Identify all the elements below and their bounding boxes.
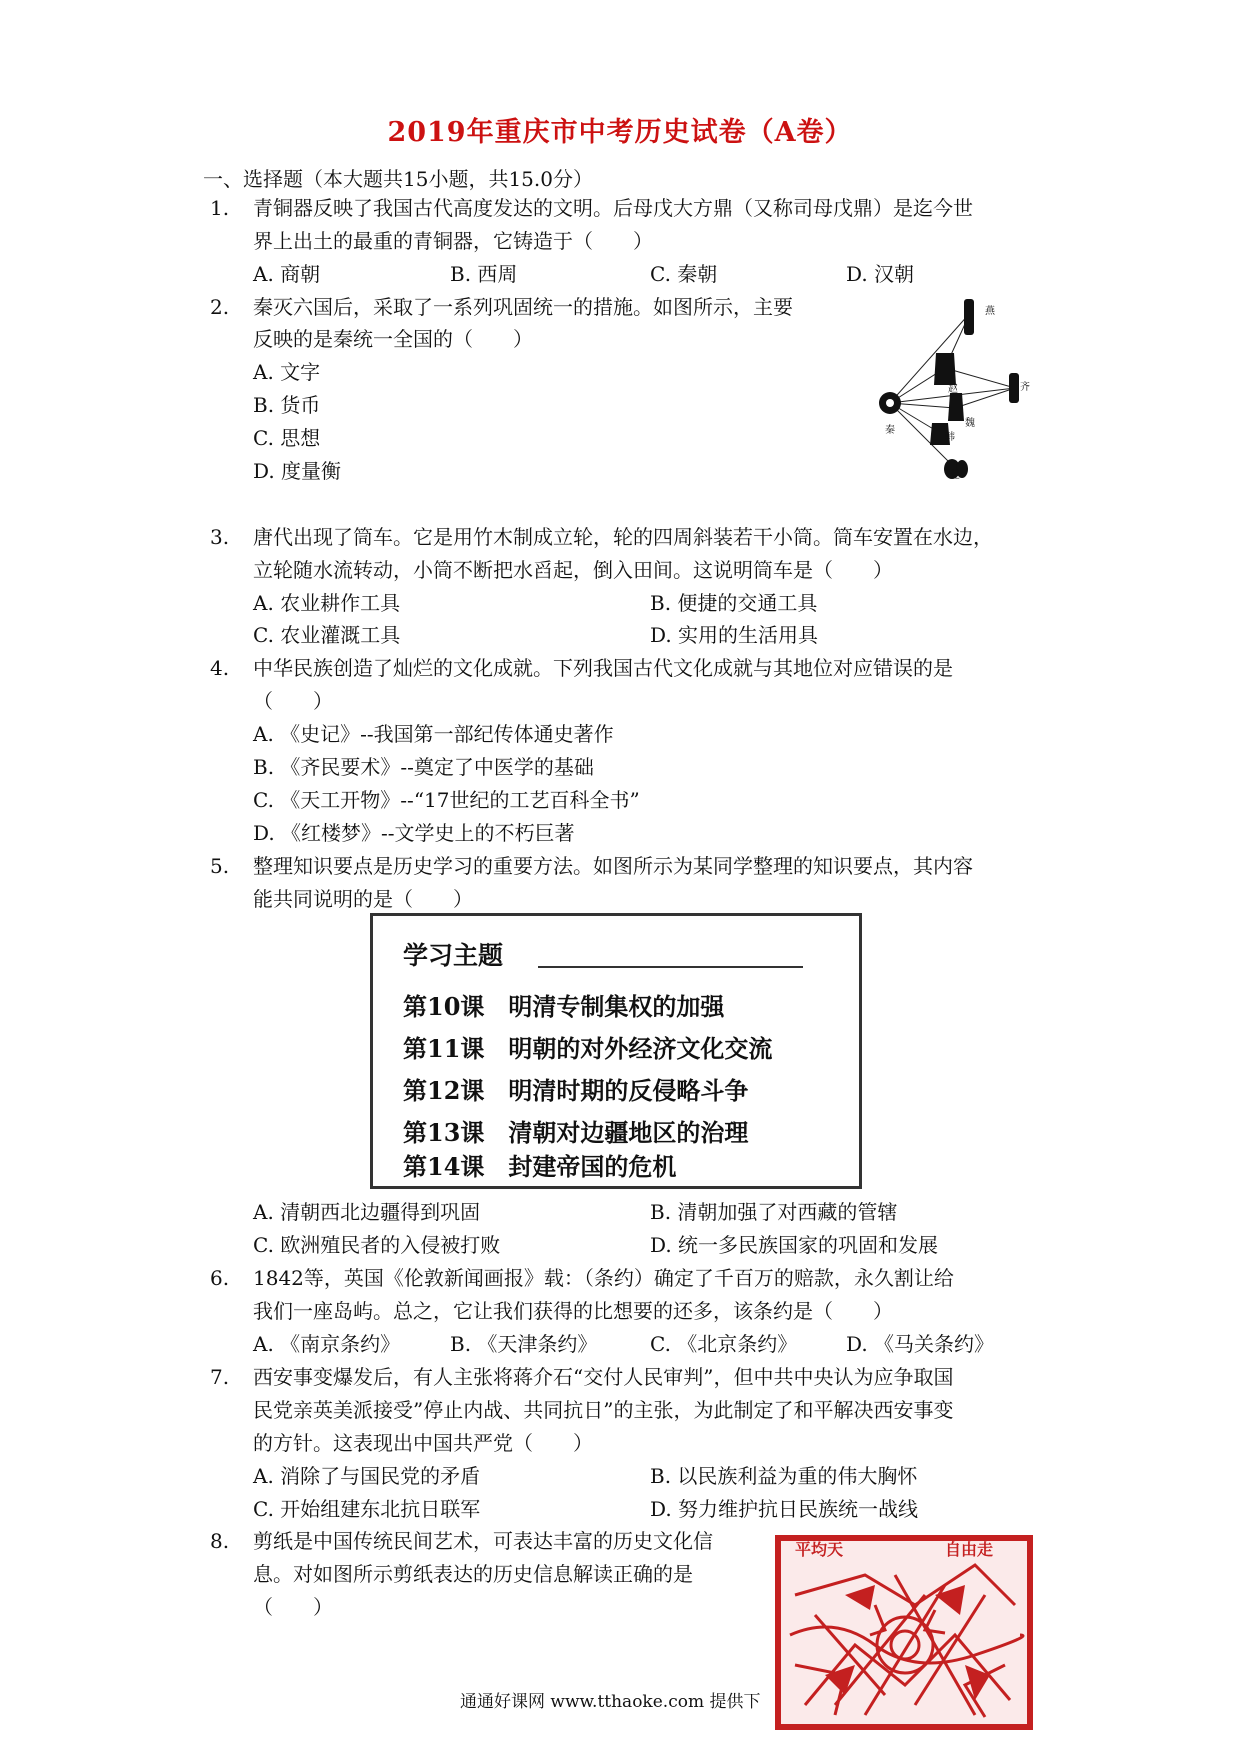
option-b: B. 西周 xyxy=(450,262,518,286)
figure-label-wei: 魏 xyxy=(965,418,975,429)
option-b: B. 货币 xyxy=(253,393,321,417)
option-a: A. 农业耕作工具 xyxy=(253,591,401,615)
section-heading: 一、选择题（本大题共15小题，共15.0分） xyxy=(203,167,593,191)
option-c: C. 思想 xyxy=(253,426,321,450)
option-c: C. 欧洲殖民者的入侵被打败 xyxy=(253,1233,501,1257)
question-text-line: 反映的是秦统一全国的（ ） xyxy=(253,327,533,351)
question-number: 5. xyxy=(210,854,230,878)
option-d: D. 《马关条约》 xyxy=(846,1332,995,1356)
option-c: C. 《北京条约》 xyxy=(650,1332,798,1356)
question-text-line: （ ） xyxy=(253,689,333,713)
question-text-line: 立轮随水流转动，小筒不断把水舀起，倒入田间。这说明筒车是（ ） xyxy=(253,558,893,582)
option-b: B. 清朝加强了对西藏的管辖 xyxy=(650,1200,898,1224)
box-row: 第11课 明朝的对外经济文化交流 xyxy=(403,1034,773,1063)
question-number: 6. xyxy=(210,1266,230,1290)
question-text-line: 青铜器反映了我国古代高度发达的文明。后母戊大方鼎（又称司母戊鼎）是迄今世 xyxy=(253,196,973,220)
question-text-line: （ ） xyxy=(253,1595,333,1619)
option-a: A. 商朝 xyxy=(253,262,321,286)
question-number: 2. xyxy=(210,295,230,319)
box-heading: 学习主题 xyxy=(403,941,504,970)
question-text-line: 剪纸是中国传统民间艺术，可表达丰富的历史文化信 xyxy=(253,1529,713,1553)
knowledge-points-box xyxy=(370,913,862,1189)
option-c: C. 农业灌溉工具 xyxy=(253,623,401,647)
box-row: 第14课 封建帝国的危机 xyxy=(403,1152,677,1181)
option-d: D. 度量衡 xyxy=(253,459,342,483)
question-text-line: 1842等，英国《伦敦新闻画报》载：（条约）确定了千百万的赔款，永久割让给 xyxy=(253,1266,954,1290)
option-a: A. 文字 xyxy=(253,360,321,384)
question-text-line: 唐代出现了筒车。它是用竹木制成立轮，轮的四周斜装若干小筒。筒车安置在水边， xyxy=(253,525,993,549)
option-d: D. 实用的生活用具 xyxy=(650,623,819,647)
question-number: 4. xyxy=(210,656,230,680)
box-heading-blank xyxy=(538,966,803,968)
papercut-image xyxy=(775,1535,1033,1730)
papercut-text-right: 自由走 xyxy=(945,1540,994,1559)
question-text-line: 我们一座岛屿。总之，它让我们获得的比想要的还多，该条约是（ ） xyxy=(253,1299,893,1323)
question-text-line: 的方针。这表现出中国共严党（ ） xyxy=(253,1431,593,1455)
box-row: 第12课 明清时期的反侵略斗争 xyxy=(403,1076,749,1105)
option-b: B. 便捷的交通工具 xyxy=(650,591,818,615)
option-d: D. 努力维护抗日民族统一战线 xyxy=(650,1497,919,1521)
figure-label-chu: 楚 xyxy=(950,470,960,481)
question-text-line: 界上出土的最重的青铜器，它铸造于（ ） xyxy=(253,229,653,253)
option-d: D. 《红楼梦》--文学史上的不朽巨著 xyxy=(253,821,575,845)
option-c: C. 开始组建东北抗日联军 xyxy=(253,1497,481,1521)
option-a: A. 清朝西北边疆得到巩固 xyxy=(253,1200,481,1224)
option-a: A. 消除了与国民党的矛盾 xyxy=(253,1464,481,1488)
papercut-text-left: 平均天 xyxy=(795,1540,844,1559)
question-number: 3. xyxy=(210,525,230,549)
question-text-line: 能共同说明的是（ ） xyxy=(253,887,473,911)
option-a: A. 《史记》--我国第一部纪传体通史著作 xyxy=(253,722,614,746)
page-title: 2019年重庆市中考历史试卷（A卷） xyxy=(387,117,853,148)
box-row: 第13课 清朝对边疆地区的治理 xyxy=(403,1118,749,1147)
option-c: C. 《天工开物》--“17世纪的工艺百科全书” xyxy=(253,788,640,812)
question-number: 8. xyxy=(210,1529,230,1553)
question-text-line: 民党亲英美派接受”停止内战、共同抗日”的主张，为此制定了和平解决西安事变 xyxy=(253,1398,954,1422)
question-text-line: 中华民族创造了灿烂的文化成就。下列我国古代文化成就与其地位对应错误的是 xyxy=(253,656,953,680)
figure-label-zhao: 赵 xyxy=(948,384,958,395)
figure-label-yan: 燕 xyxy=(985,306,995,317)
question-text-line: 息。对如图所示剪纸表达的历史信息解读正确的是 xyxy=(253,1562,693,1586)
figure-label-qi: 齐 xyxy=(1020,382,1030,393)
question-number: 7. xyxy=(210,1365,230,1389)
option-b: B. 《齐民要术》--奠定了中医学的基础 xyxy=(253,755,594,779)
question-text-line: 秦灭六国后，采取了一系列巩固统一的措施。如图所示，主要 xyxy=(253,295,793,319)
option-b: B. 《天津条约》 xyxy=(450,1332,598,1356)
option-c: C. 秦朝 xyxy=(650,262,718,286)
box-row: 第10课 明清专制集权的加强 xyxy=(403,992,725,1021)
question-text-line: 整理知识要点是历史学习的重要方法。如图所示为某同学整理的知识要点，其内容 xyxy=(253,854,973,878)
figure-label-han: 韩 xyxy=(945,432,955,443)
question-text-line: 西安事变爆发后，有人主张将蒋介石“交付人民审判”，但中共中央认为应争取国 xyxy=(253,1365,954,1389)
option-d: D. 汉朝 xyxy=(846,262,915,286)
footer-watermark: 通通好课网 www.tthaoke.com 提供下 xyxy=(460,1692,761,1712)
option-b: B. 以民族利益为重的伟大胸怀 xyxy=(650,1464,918,1488)
option-a: A. 《南京条约》 xyxy=(253,1332,401,1356)
question-number: 1. xyxy=(210,196,230,220)
figure-label-qin: 秦 xyxy=(885,425,895,436)
option-d: D. 统一多民族国家的巩固和发展 xyxy=(650,1233,939,1257)
